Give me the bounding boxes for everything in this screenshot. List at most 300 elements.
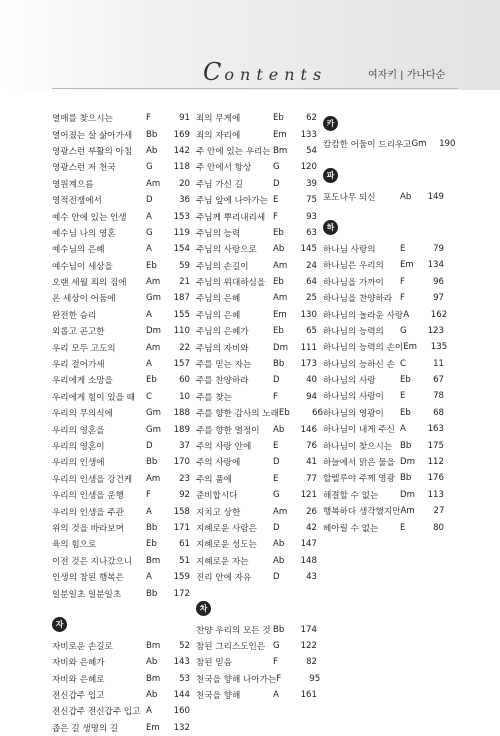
song-key: A <box>146 506 152 517</box>
page-number: 154 <box>173 244 190 255</box>
toc-entry <box>196 553 317 569</box>
song-key: Ab <box>273 424 285 435</box>
toc-entry <box>323 388 444 404</box>
toc-entry <box>52 687 190 703</box>
song-key: Eb <box>400 407 411 418</box>
song-key: Gm <box>411 139 427 150</box>
song-title: 캄캄한 어둠이 드리우고 <box>323 140 412 151</box>
page-number: 60 <box>179 375 190 386</box>
page-number: 148 <box>300 555 317 566</box>
page-number: 82 <box>306 657 317 668</box>
song-title: 외롭고 곤고한 <box>52 327 105 338</box>
toc-entry <box>52 720 190 736</box>
page-number: 121 <box>300 490 317 501</box>
song-title: 지혜로운 사람은 <box>196 523 257 534</box>
toc-entry <box>52 585 190 601</box>
song-key: Ab <box>273 539 285 550</box>
page-number: 42 <box>306 522 317 533</box>
song-key: G <box>273 162 280 173</box>
song-key: Eb <box>273 326 284 337</box>
toc-entry <box>52 192 190 208</box>
page-number: 40 <box>306 375 317 386</box>
toc-entry <box>196 339 317 355</box>
index-order-label: 여자키 | 가나다순 <box>368 70 446 81</box>
page-number: 160 <box>173 706 190 717</box>
song-title: 찬양 우리의 모든 것 <box>196 625 271 636</box>
song-title: 헤아릴 수 없는 <box>323 523 379 534</box>
page-number: 173 <box>300 359 317 370</box>
song-title: 영원계으름 <box>52 179 94 190</box>
page-number: 118 <box>173 162 190 173</box>
section-gap <box>323 205 444 215</box>
page-number: 161 <box>300 690 317 701</box>
toc-entry <box>52 274 190 290</box>
page-number: 62 <box>306 113 317 124</box>
song-key: A <box>146 244 152 255</box>
section-heading <box>323 217 444 239</box>
toc-entry <box>52 225 190 241</box>
toc-entry <box>52 307 190 323</box>
toc-entry <box>196 274 317 290</box>
page-number: 111 <box>300 342 317 353</box>
toc-entry <box>196 241 317 257</box>
toc-entry <box>52 126 190 142</box>
page-number: 123 <box>427 325 444 336</box>
song-key: Gm <box>146 424 162 435</box>
column-2 <box>196 110 323 703</box>
song-title: 죄의 자리에 <box>196 130 241 141</box>
page-number: 171 <box>173 522 190 533</box>
song-key: Dm <box>146 326 161 337</box>
page-number: 77 <box>306 473 317 484</box>
page-number: 63 <box>306 227 317 238</box>
song-key: G <box>400 325 407 336</box>
song-key: E <box>273 473 279 484</box>
toc-entry <box>52 258 190 274</box>
toc-entry <box>196 687 317 703</box>
toc-entry <box>196 536 317 552</box>
song-title: 참된 그리스도인은 <box>196 641 266 652</box>
page-number: 41 <box>306 457 317 468</box>
song-title: 우리의 무의식에 <box>52 409 113 420</box>
song-key: Eb <box>146 375 157 386</box>
page-number: 21 <box>179 277 190 288</box>
toc-entry <box>323 290 444 306</box>
song-key: D <box>273 178 280 189</box>
song-key: Dm <box>400 457 415 468</box>
song-key: A <box>146 211 152 222</box>
song-title: 우리 모두 고도의 <box>52 343 116 354</box>
section-gap <box>196 585 317 595</box>
section-gap <box>52 602 190 612</box>
toc-entry <box>323 405 444 421</box>
page-number: 92 <box>179 490 190 501</box>
song-title: 우리의 인생을 주관 <box>52 507 124 518</box>
page-number: 96 <box>433 276 444 287</box>
toc-entry <box>196 421 317 437</box>
toc-entry <box>52 323 190 339</box>
song-key: Am <box>273 293 288 304</box>
song-title: 주님 앞에 나아가는 <box>196 196 268 207</box>
song-title: 진리 안에 자유 <box>196 573 252 584</box>
toc-entry <box>196 208 317 224</box>
song-key: Bb <box>146 457 158 468</box>
toc-entry <box>52 176 190 192</box>
song-key: D <box>146 195 153 206</box>
toc-entry <box>196 225 317 241</box>
song-title: 주 안에서 항상 <box>196 163 252 174</box>
song-key: F <box>273 211 278 222</box>
song-title: 이전 것은 지나갔으니 <box>52 556 133 567</box>
column-3 <box>323 110 456 536</box>
song-key: G <box>146 162 153 173</box>
page-number: 190 <box>439 139 456 150</box>
song-key: A <box>400 424 406 435</box>
song-key: Ab <box>273 244 285 255</box>
song-title: 주님의 자비와 <box>196 343 249 354</box>
page-number: 27 <box>433 506 445 517</box>
page-number: 133 <box>300 129 317 140</box>
song-key: Em <box>273 309 287 320</box>
song-title: 주의 사랑 안에 <box>196 442 252 452</box>
song-key: A <box>146 359 152 370</box>
page-number: 162 <box>430 309 448 320</box>
song-title: 지치고 상한 <box>196 507 241 518</box>
page-number: 153 <box>173 211 190 222</box>
page-number: 144 <box>173 690 190 701</box>
song-title: 주를 향한 열정이 <box>196 425 260 436</box>
section-heading <box>323 112 444 134</box>
toc-entry <box>52 654 190 670</box>
page-number: 79 <box>433 243 444 254</box>
song-key: Ab <box>146 690 158 701</box>
song-title: 열어졌는 살 삶아가세 <box>52 130 133 141</box>
song-key: Bm <box>146 555 161 566</box>
song-title: 완전한 승리 <box>52 310 97 321</box>
toc-entry <box>196 258 317 274</box>
song-key: Ab <box>146 145 158 156</box>
song-title: 주님의 능력 <box>196 228 241 239</box>
song-title: 하나님은 우리의 <box>323 261 384 272</box>
page-number: 163 <box>427 424 444 435</box>
song-key: A <box>146 309 152 320</box>
toc-entry <box>323 372 444 388</box>
song-title: 하나님을 가까이 <box>323 277 384 288</box>
page-number: 159 <box>173 572 190 583</box>
page-number: 52 <box>179 640 190 651</box>
song-key: Bb <box>273 359 285 370</box>
song-key: Eb <box>400 375 411 386</box>
page-number: 37 <box>179 441 190 451</box>
section-badge: 차 <box>196 601 211 616</box>
song-key: E <box>273 441 279 451</box>
song-title: 포도나무 되신 <box>323 192 376 203</box>
contents-title <box>203 58 327 86</box>
song-title: 예수님의 은혜 <box>52 245 105 256</box>
song-key: Eb <box>278 408 290 419</box>
page-number: 36 <box>179 195 190 206</box>
toc-entry <box>323 306 448 322</box>
toc-entry <box>196 638 317 654</box>
page-number: 64 <box>306 277 317 288</box>
page-number: 25 <box>306 293 317 304</box>
song-title: 자비로운 손길로 <box>52 641 113 652</box>
song-key: F <box>273 657 278 668</box>
page-number: 93 <box>306 211 317 222</box>
song-key: Dm <box>273 342 288 353</box>
song-title: 주님께 뿌리내리세 <box>196 212 266 223</box>
song-key: Gm <box>146 408 162 419</box>
song-key: E <box>400 243 406 254</box>
song-title: 우리의 인생을 운행 <box>52 491 124 502</box>
song-key: Gm <box>146 293 162 304</box>
section-badge: 자 <box>52 617 67 632</box>
page-number: 143 <box>173 657 190 668</box>
page-number: 43 <box>306 572 317 583</box>
page-number: 51 <box>179 555 190 566</box>
song-title: 준비합시다 <box>196 491 238 502</box>
toc-entry <box>52 143 190 159</box>
toc-entry <box>196 654 317 670</box>
song-title: 일분일초 일분일초 <box>52 589 122 600</box>
page-number: 94 <box>306 391 317 402</box>
page-number: 146 <box>300 424 317 435</box>
toc-entry <box>323 323 444 339</box>
page-number: 78 <box>433 391 444 402</box>
toc-entry <box>323 487 444 503</box>
song-title: 위의 것을 바라보며 <box>52 523 124 534</box>
page-number: 130 <box>300 309 317 320</box>
page-number: 122 <box>300 640 317 651</box>
page-number: 20 <box>179 178 190 189</box>
toc-entry <box>323 241 444 257</box>
toc-entry <box>52 671 190 687</box>
song-key: Am <box>146 277 161 288</box>
page-number: 158 <box>173 506 190 517</box>
toc-entry <box>52 569 190 585</box>
song-key: D <box>273 522 280 533</box>
song-key: Am <box>400 506 415 517</box>
toc-entry <box>52 241 190 257</box>
page-number: 61 <box>179 539 190 550</box>
song-title: 우리에게 소망을 <box>52 376 113 387</box>
toc-entry <box>323 437 444 453</box>
page-number: 11 <box>433 358 444 369</box>
song-key: D <box>273 457 280 468</box>
song-key: Bm <box>273 145 288 156</box>
toc-entry <box>196 110 317 126</box>
song-title: 전신갑주 입고 <box>52 691 105 702</box>
song-title: 육의 힘으로 <box>52 540 97 551</box>
toc-entry <box>323 257 444 273</box>
toc-entry <box>196 520 317 536</box>
song-title: 참된 믿음 <box>196 658 232 669</box>
song-title: 우리의 영혼이 <box>52 442 105 452</box>
song-title: 해결할 수 없는 <box>323 490 379 501</box>
page-number: 24 <box>306 260 317 271</box>
toc-entry <box>323 356 444 372</box>
song-title: 우리의 영혼을 <box>52 425 105 436</box>
page-number: 53 <box>179 673 190 684</box>
song-key: Bb <box>146 129 158 140</box>
page-number: 97 <box>433 293 444 304</box>
song-key: Ab <box>400 191 412 202</box>
song-title: 주의 사랑에 <box>196 458 241 469</box>
page-number: 134 <box>427 260 444 271</box>
page-number: 75 <box>306 195 317 206</box>
song-title: 주님 가신 길 <box>196 179 243 190</box>
section-heading <box>196 597 317 619</box>
page-number: 65 <box>306 326 317 337</box>
song-title: 우리에게 힘이 있을 때 <box>52 392 135 403</box>
toc-entry <box>196 389 317 405</box>
song-title: 지혜로운 성도는 <box>196 540 257 551</box>
song-key: Bb <box>273 624 285 635</box>
song-key: F <box>400 276 405 287</box>
song-title: 하나님이 내게 주신 <box>323 425 395 436</box>
page-number: 120 <box>300 162 317 173</box>
song-title: 행복하다 생각했지만 <box>323 507 401 518</box>
song-key: D <box>273 572 280 583</box>
song-title: 하나님을 찬양하라 <box>323 294 393 305</box>
song-key: Am <box>273 506 288 517</box>
song-key: Em <box>273 129 287 140</box>
song-key: A <box>403 309 410 320</box>
song-title: 할렐루야 주께 영광 <box>323 474 395 485</box>
toc-entry <box>52 471 190 487</box>
page-number: 157 <box>173 359 190 370</box>
song-title: 천국을 향해 나아가는 <box>196 674 277 685</box>
song-title: 하나님의 놀라운 사랑 <box>323 310 404 321</box>
toc-entry <box>196 159 317 175</box>
song-title: 주님의 사랑으로 <box>196 245 257 256</box>
toc-entry <box>52 487 190 503</box>
toc-entry <box>323 136 456 152</box>
page-number: 147 <box>300 539 317 550</box>
contents-title-initial: C <box>203 58 225 86</box>
toc-entry <box>196 290 317 306</box>
song-title: 예수 안에 있는 인생 <box>52 212 127 223</box>
song-key: F <box>146 490 151 501</box>
toc-entry <box>52 389 190 405</box>
song-title: 주를 믿는 자는 <box>196 360 252 371</box>
toc-entry <box>323 470 444 486</box>
song-key: D <box>273 375 280 386</box>
song-title: 하나님의 능력의 <box>323 326 384 337</box>
page-number: 39 <box>306 178 317 189</box>
song-key: Am <box>273 260 288 271</box>
page-number: 145 <box>300 244 317 255</box>
page-number: 187 <box>173 293 190 304</box>
page-number: 67 <box>433 375 444 386</box>
toc-entry <box>323 503 444 519</box>
page-number: 112 <box>427 457 444 468</box>
page-number: 10 <box>179 391 190 402</box>
song-title: 하나님의 능력의 손이 <box>323 343 404 354</box>
song-key: A <box>146 572 152 583</box>
song-key: E <box>400 522 406 533</box>
song-title: 우리의 인생을 강건케 <box>52 474 133 485</box>
toc-entry <box>52 553 190 569</box>
toc-entry <box>52 405 190 421</box>
contents-title-rest: ontents <box>224 65 328 84</box>
song-key: Eb <box>146 260 157 271</box>
page-number: 66 <box>311 408 323 419</box>
song-title: 주님의 은혜 <box>196 310 241 321</box>
toc-entry <box>196 323 317 339</box>
toc-entry <box>323 274 444 290</box>
column-1 <box>52 110 190 736</box>
toc-entry <box>196 307 317 323</box>
song-key: G <box>146 227 153 238</box>
song-key: Bb <box>146 588 158 599</box>
toc-entry <box>323 188 444 204</box>
toc-entry <box>196 454 317 470</box>
song-key: F <box>273 391 278 402</box>
song-title: 죄의 무게에 <box>196 114 241 125</box>
toc-entry <box>196 176 317 192</box>
song-key: Bb <box>400 473 412 484</box>
song-title: 예수님 나의 영혼 <box>52 228 116 239</box>
song-key: A <box>146 706 152 717</box>
song-title: 영광스런 저 천국 <box>52 163 116 174</box>
song-title: 주의 품에 <box>196 474 232 485</box>
song-title: 인생의 참된 행복은 <box>52 573 124 584</box>
song-title: 열매를 찾으시는 <box>52 114 113 125</box>
toc-entry <box>196 372 317 388</box>
page-number: 54 <box>306 145 317 156</box>
page-number: 95 <box>309 673 321 684</box>
toc-entry <box>196 621 317 637</box>
song-key: Eb <box>146 539 157 550</box>
song-key: Am <box>146 342 161 353</box>
toc-entry <box>52 290 190 306</box>
page-number: 113 <box>427 489 444 500</box>
song-title: 전신갑주 전신갑주 입고 <box>52 707 141 718</box>
page-number: 170 <box>173 457 190 468</box>
song-key: Am <box>146 473 161 484</box>
toc-entry <box>52 503 190 519</box>
song-title: 예수님이 세상을 <box>52 261 113 272</box>
song-key: F <box>276 673 282 684</box>
song-key: Eb <box>273 113 284 124</box>
page-number: 175 <box>427 440 444 451</box>
song-title: 주님의 은혜가 <box>196 327 249 338</box>
song-key: F <box>400 293 405 304</box>
toc-entry <box>52 454 190 470</box>
song-key: Bm <box>146 673 161 684</box>
song-key: C <box>400 358 407 369</box>
song-key: Em <box>146 722 160 733</box>
page-number: 26 <box>306 506 317 517</box>
toc-entry <box>196 671 321 687</box>
section-badge: 파 <box>323 168 338 183</box>
toc-entry <box>52 208 190 224</box>
toc-entry <box>196 569 317 585</box>
song-key: E <box>273 195 279 206</box>
song-key: C <box>146 391 153 402</box>
song-key: E <box>400 391 406 402</box>
page-number: 132 <box>173 722 190 733</box>
song-key: Em <box>403 342 417 353</box>
page-number: 149 <box>427 191 444 202</box>
song-title: 주님의 은혜 <box>196 294 241 305</box>
song-key: Bb <box>146 522 158 533</box>
song-title: 하늘에서 맑은 물을 <box>323 458 395 469</box>
toc-entry <box>52 110 190 126</box>
song-title: 주님의 손길이 <box>196 261 249 272</box>
song-key: A <box>273 690 279 701</box>
